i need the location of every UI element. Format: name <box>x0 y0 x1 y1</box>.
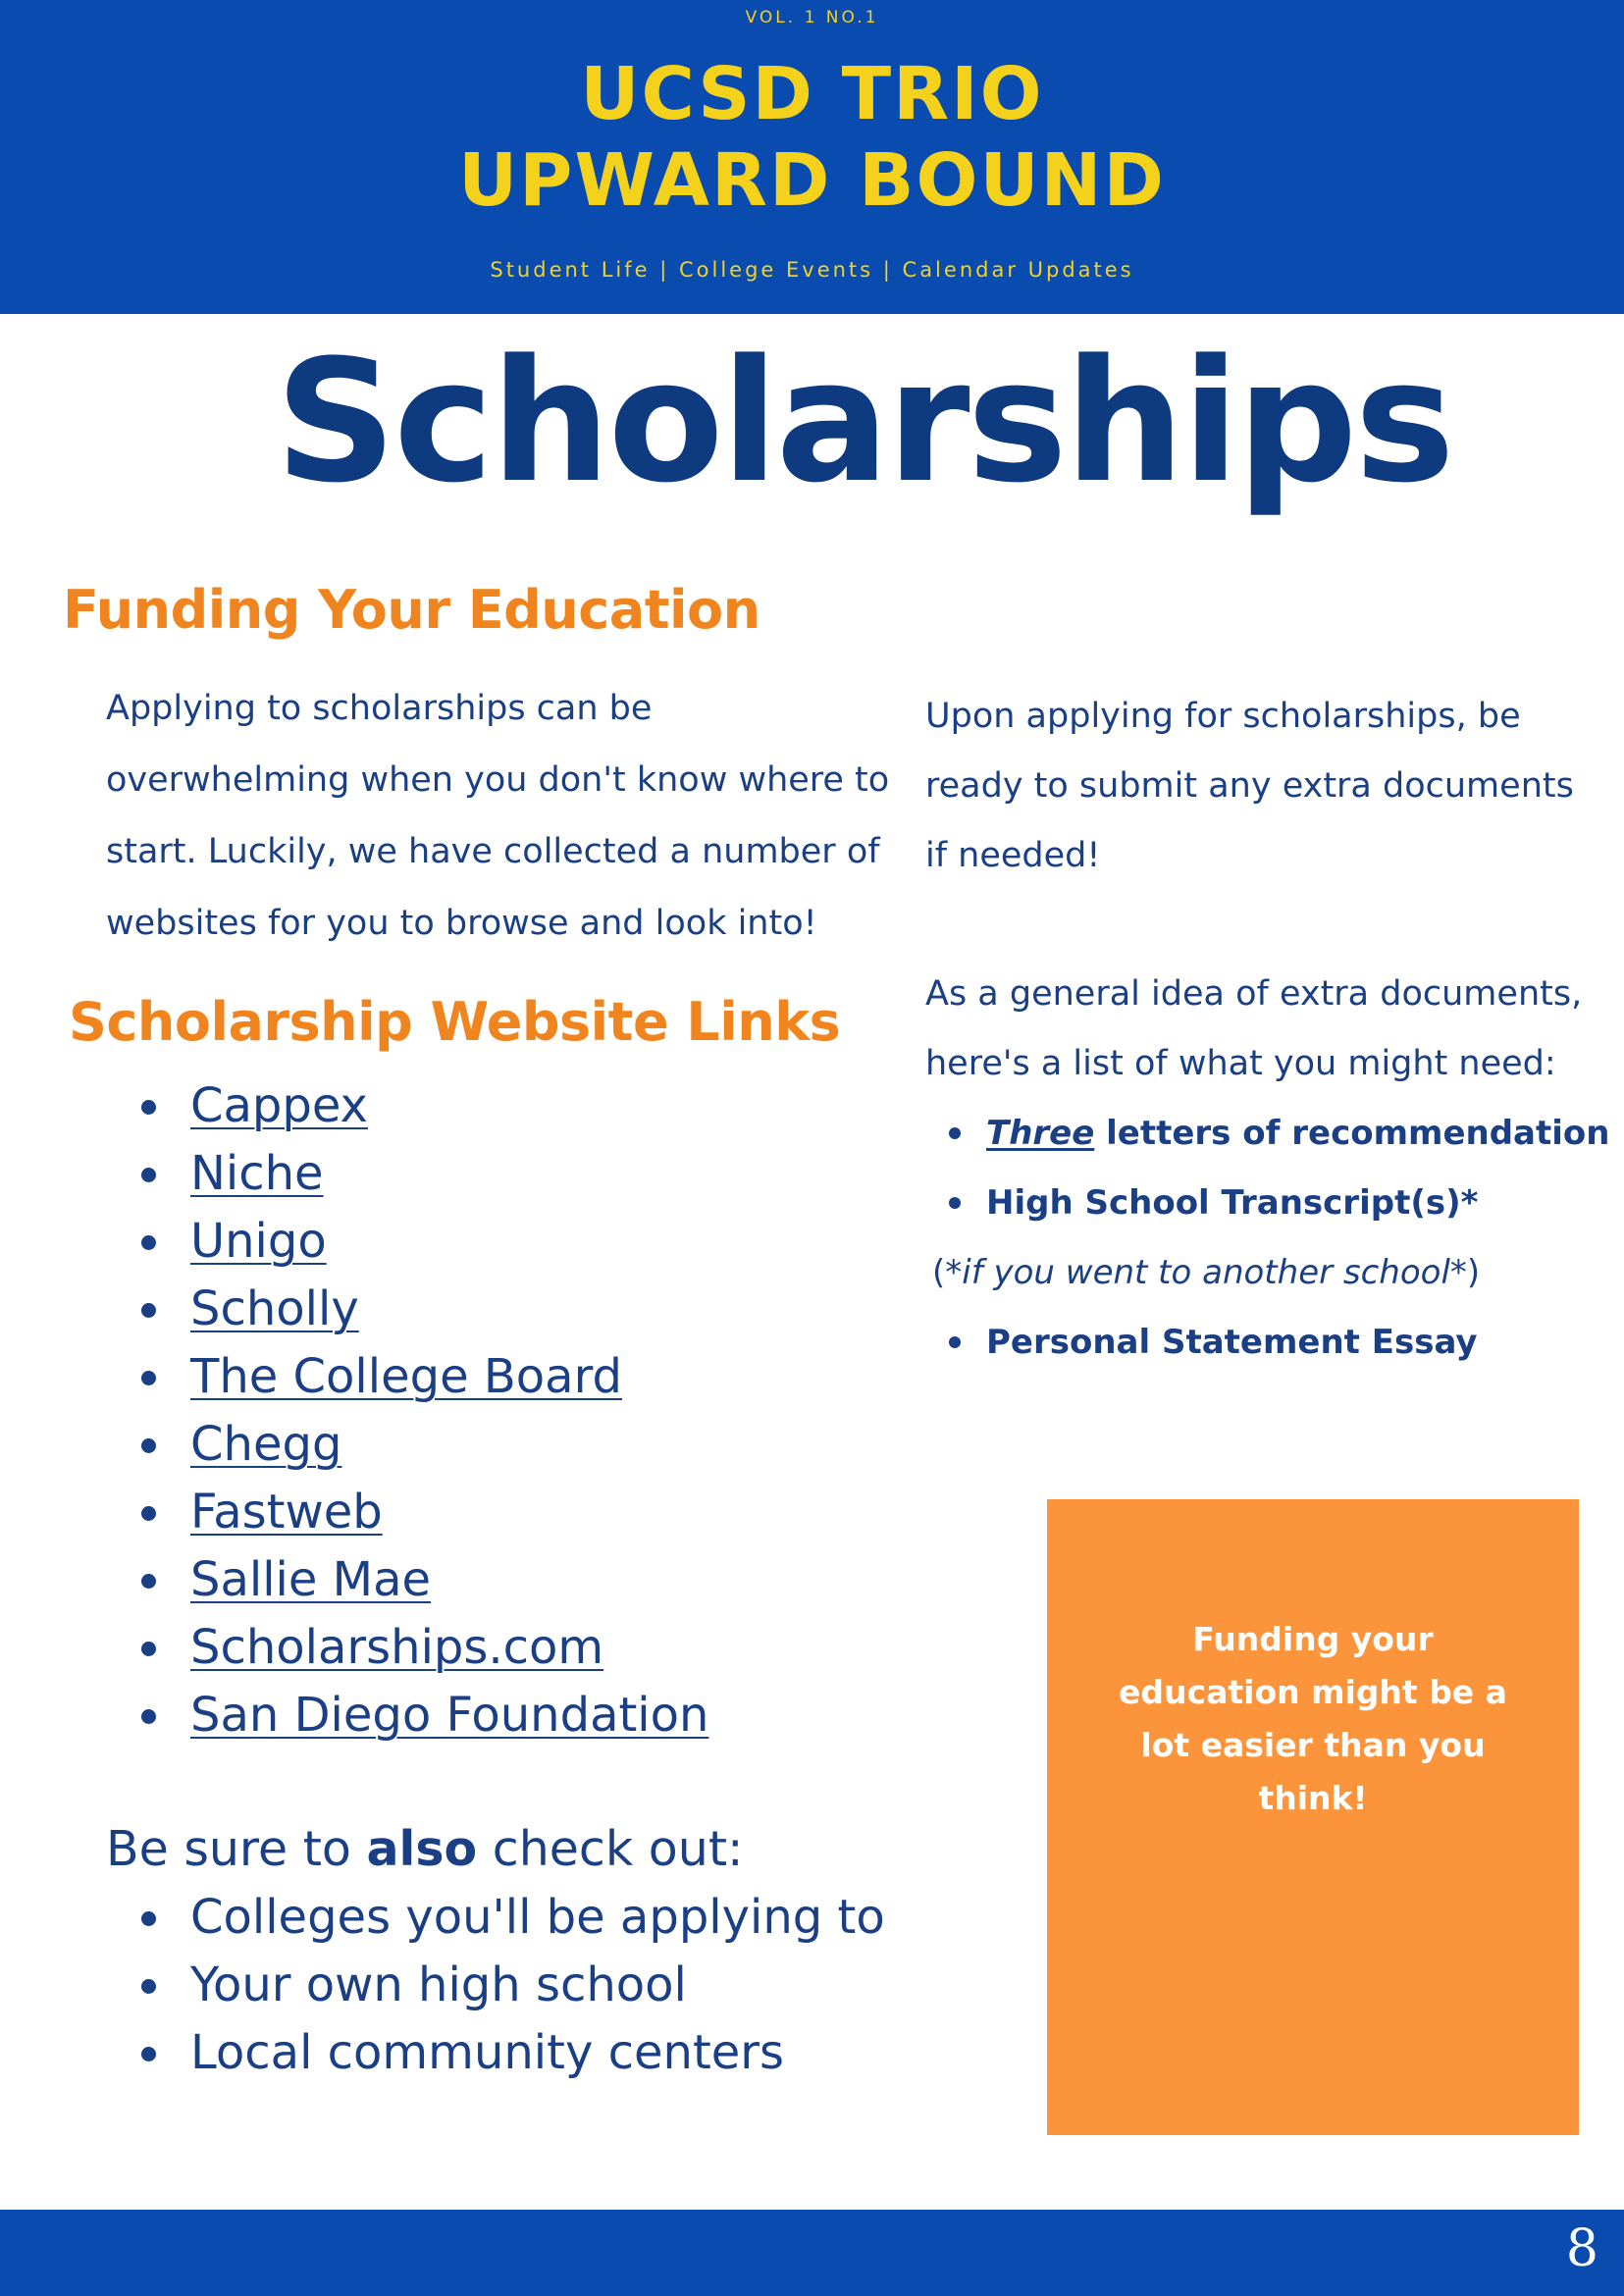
documents-list <box>932 1099 1622 1378</box>
list-item <box>137 1276 708 1343</box>
links-heading: Scholarship Website Links <box>69 991 841 1053</box>
footer-bar <box>0 2210 1624 2296</box>
list-item: Personal Statement Essay <box>945 1308 1622 1378</box>
note-paren-close: ) <box>1466 1253 1481 1292</box>
list-item <box>137 1682 708 1749</box>
newsletter-brand <box>0 51 1624 224</box>
recommendation-text: letters of recommendation <box>1094 1114 1610 1153</box>
funding-intro: Applying to scholarships can be overwhelming when you don't know where to start. Luckily, we have collected a number of websites for you to browse and look into! <box>106 689 890 943</box>
list-item: High School Transcript(s)* <box>945 1169 1622 1238</box>
list-item <box>137 1546 708 1614</box>
link-unigo[interactable]: Unigo <box>190 1214 327 1269</box>
list-item <box>137 1343 708 1411</box>
also-suffix: check out: <box>477 1821 744 1877</box>
callout-box <box>1047 1499 1579 2135</box>
brand-line-2: UPWARD BOUND <box>458 138 1166 223</box>
list-item <box>137 1411 708 1479</box>
documents-list-intro: As a general idea of extra documents, here's a list of what you might need: <box>925 974 1583 1083</box>
note-paren-open: ( <box>932 1253 946 1292</box>
brand-line-1: UCSD TRIO <box>580 52 1044 136</box>
page-title: Scholarships <box>275 323 1452 520</box>
transcript-note <box>932 1238 1622 1308</box>
three-emphasis: Three <box>986 1114 1095 1153</box>
link-sallie-mae[interactable]: Sallie Mae <box>190 1552 432 1607</box>
list-item <box>137 1479 708 1546</box>
also-bold: also <box>366 1821 478 1877</box>
link-cappex[interactable]: Cappex <box>190 1078 368 1133</box>
list-item: Local community centers <box>137 2019 885 2087</box>
list-item <box>945 1099 1622 1169</box>
documents-intro: Upon applying for scholarships, be ready to submit any extra documents if needed! <box>925 697 1574 875</box>
link-niche[interactable]: Niche <box>190 1146 324 1201</box>
list-item <box>137 1072 708 1140</box>
link-fastweb[interactable]: Fastweb <box>190 1485 383 1539</box>
also-prefix: Be sure to <box>106 1821 367 1877</box>
page-number: 8 <box>1565 2219 1598 2278</box>
list-item: Your own high school <box>137 1952 885 2019</box>
also-check-list <box>137 1884 885 2087</box>
volume-label: VOL. 1 NO.1 <box>745 8 879 27</box>
link-scholarships-com[interactable]: Scholarships.com <box>190 1620 604 1675</box>
masthead <box>0 0 1624 314</box>
list-item <box>137 1614 708 1682</box>
scholarship-link-list <box>137 1072 708 1749</box>
link-scholly[interactable]: Scholly <box>190 1281 359 1336</box>
callout-text: Funding your education might be a lot easier than you think! <box>1119 1620 1507 1817</box>
list-item <box>137 1140 708 1208</box>
note-text: *if you went to another school* <box>945 1253 1467 1292</box>
link-college-board[interactable]: The College Board <box>190 1349 622 1404</box>
list-item: Colleges you'll be applying to <box>137 1884 885 1952</box>
link-san-diego-foundation[interactable]: San Diego Foundation <box>190 1688 709 1743</box>
funding-heading: Funding Your Education <box>63 579 760 641</box>
also-check-heading <box>106 1815 744 1884</box>
tagline: Student Life | College Events | Calendar Updates <box>490 258 1134 282</box>
list-item <box>137 1208 708 1276</box>
link-chegg[interactable]: Chegg <box>190 1417 342 1472</box>
